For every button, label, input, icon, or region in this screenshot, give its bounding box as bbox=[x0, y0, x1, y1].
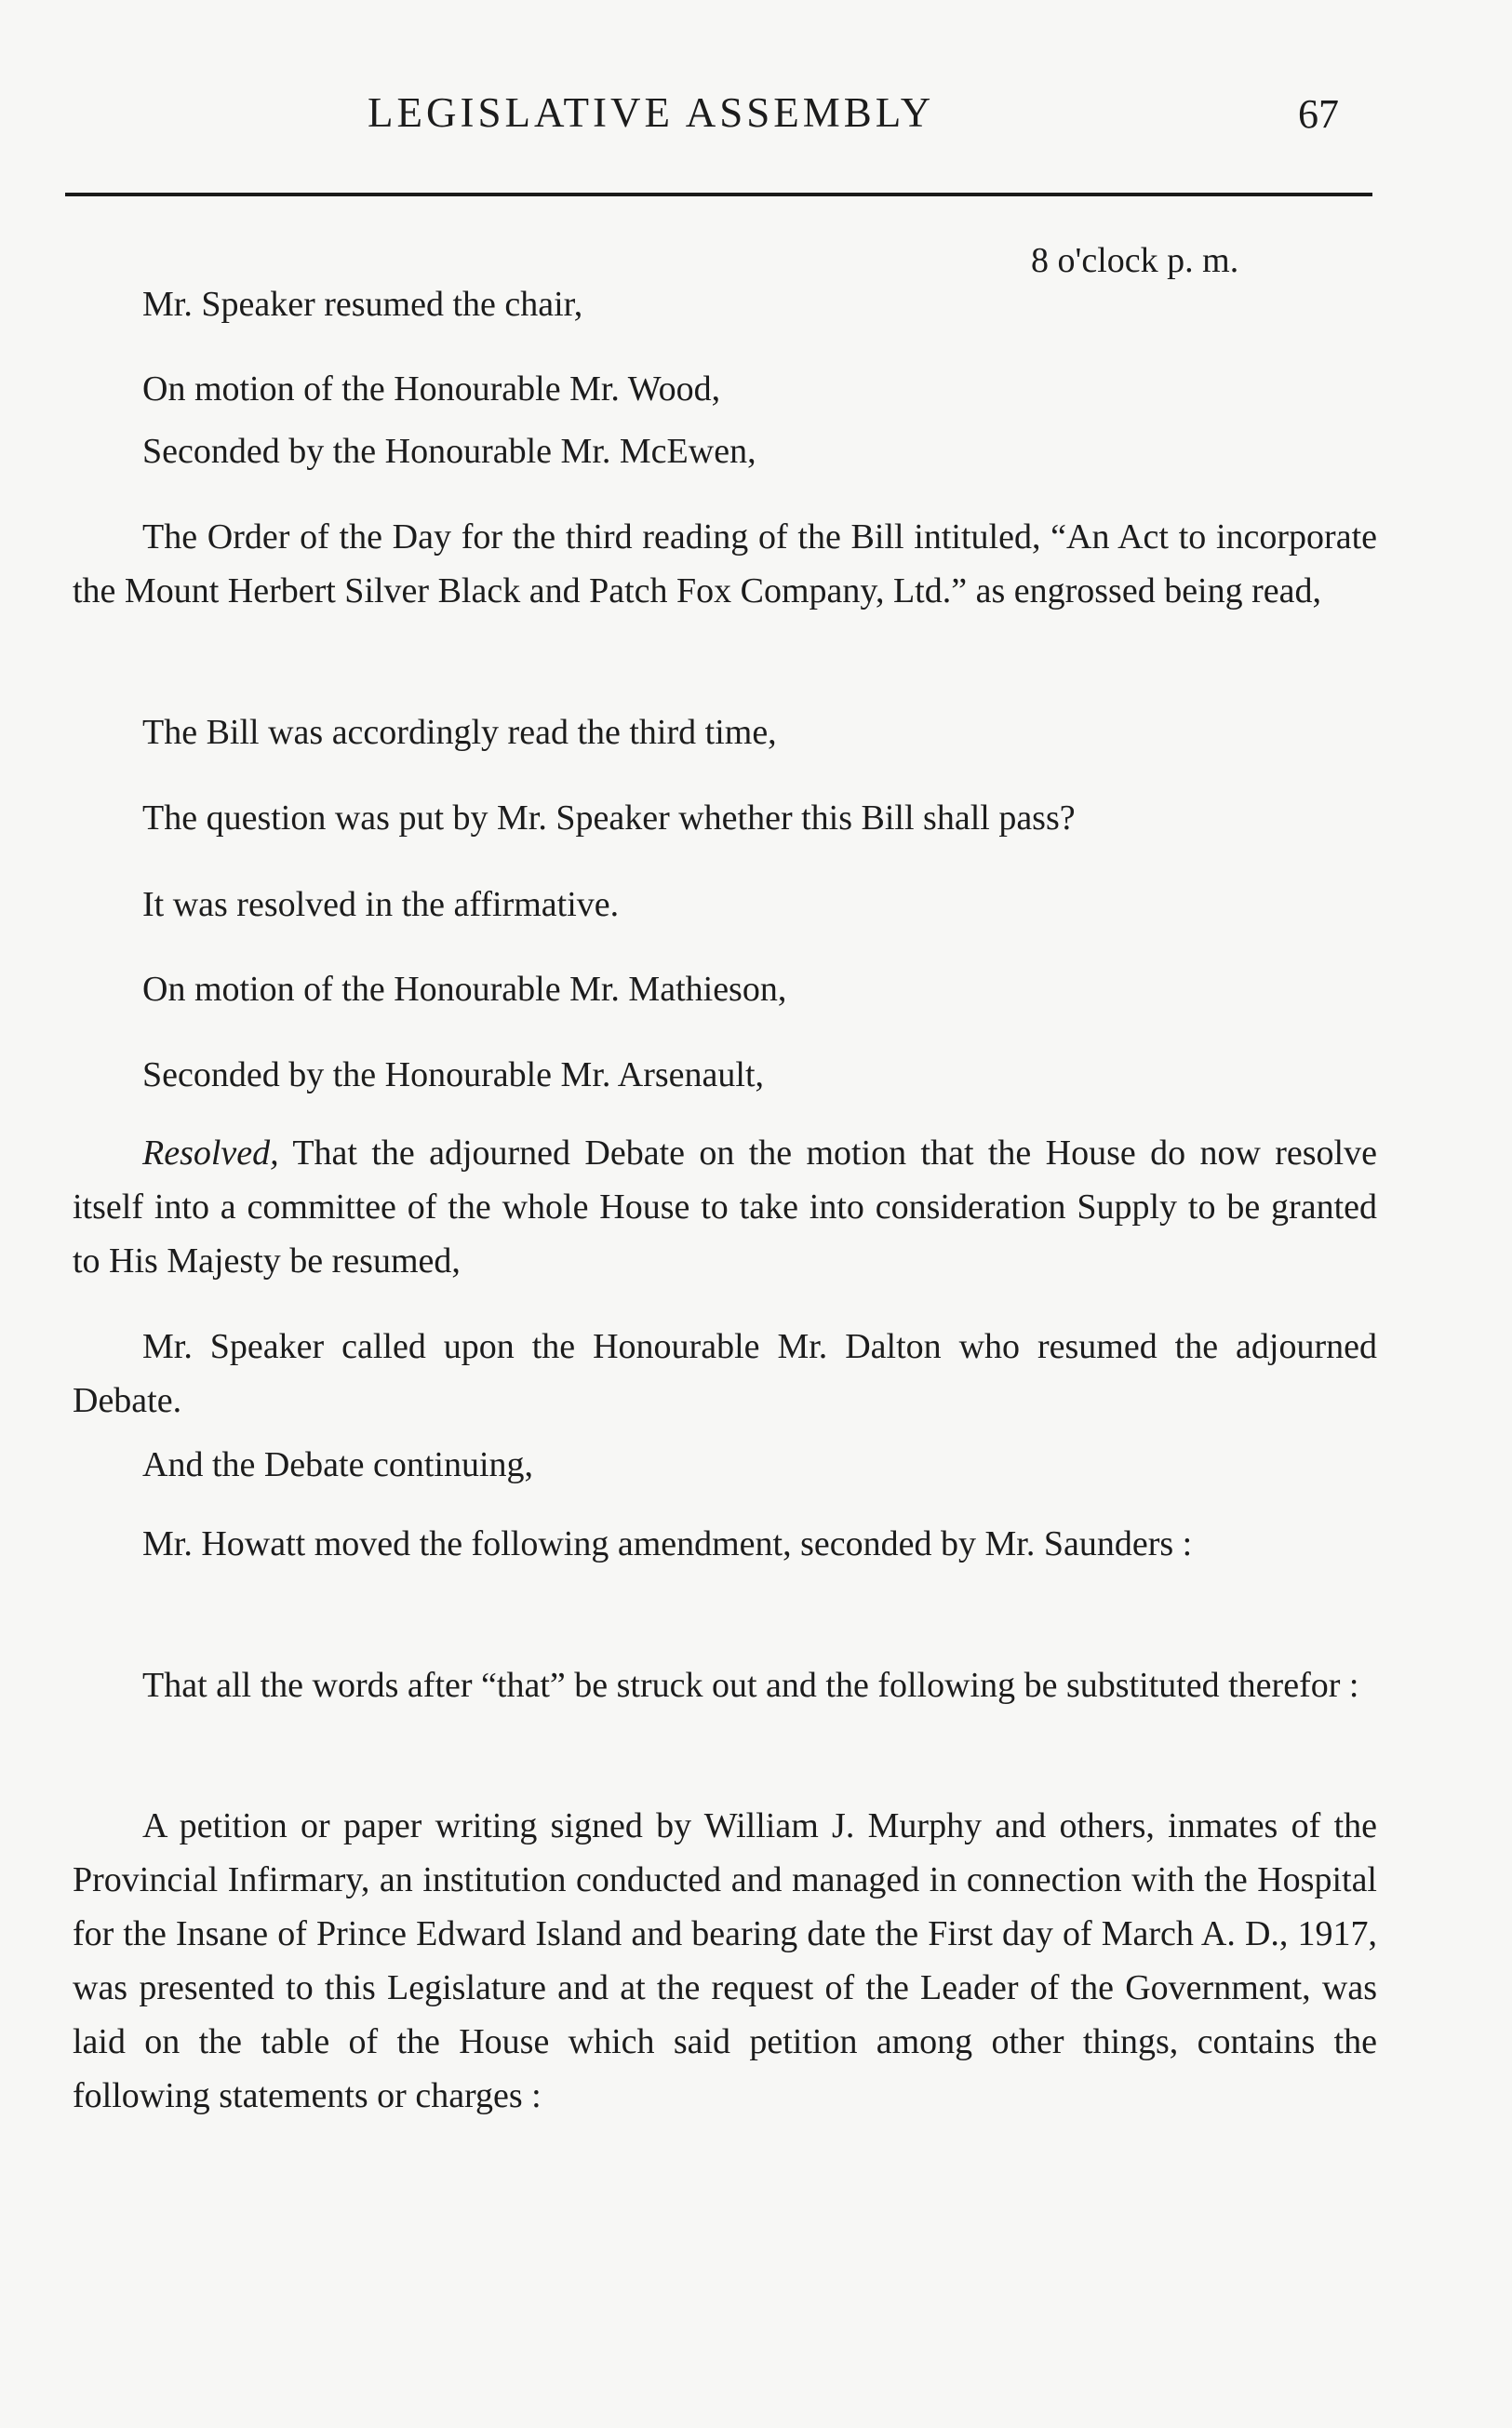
paragraph: On motion of the Honourable Mr. Mathieson, bbox=[142, 970, 787, 1009]
resolved-label: Resolved, bbox=[142, 1134, 279, 1173]
paragraph: On motion of the Honourable Mr. Wood, bbox=[142, 369, 721, 409]
paragraph: The Order of the Day for the third reading of the Bill intituled, “An Act to incorporate the Mount Herbert Silver Black and Patch Fox Company, Ltd.” as engrossed being read, bbox=[73, 517, 1377, 610]
page-number: 67 bbox=[1298, 91, 1339, 137]
paragraph: Seconded by the Honourable Mr. McEwen, bbox=[142, 432, 756, 471]
paragraph: The question was put by Mr. Speaker whether this Bill shall pass? bbox=[142, 798, 1076, 838]
paragraph: Mr. Speaker called upon the Honourable Mr. Dalton who resumed the adjourned Debate. bbox=[73, 1327, 1377, 1420]
running-head: LEGISLATIVE ASSEMBLY bbox=[368, 89, 935, 136]
paragraph: Seconded by the Honourable Mr. Arsenault, bbox=[142, 1055, 765, 1094]
resolved-text: That the adjourned Debate on the motion that the House do now resolve itself into a committee of the whole House to take into consideration Supply to be granted to His Majesty be resumed, bbox=[73, 1134, 1377, 1281]
paragraph: The Bill was accordingly read the third time, bbox=[142, 713, 777, 752]
resolved-paragraph bbox=[73, 1126, 1377, 1288]
paragraph: It was resolved in the affirmative. bbox=[142, 885, 620, 924]
paragraph: Mr. Speaker resumed the chair, bbox=[142, 285, 583, 324]
header-rule bbox=[65, 193, 1372, 196]
time-note: 8 o'clock p. m. bbox=[1031, 241, 1239, 280]
paragraph: Mr. Howatt moved the following amendment, seconded by Mr. Saunders : bbox=[142, 1524, 1193, 1563]
paragraph: And the Debate continuing, bbox=[142, 1445, 534, 1484]
paragraph: A petition or paper writing signed by William J. Murphy and others, inmates of the Provincial Infirmary, an institution conducted and managed in connection with the Hospital for the Insane of Prince Edward Island and bearing date the First day of March A. D., 1917, was presented to this Legislature and at the request of the Leader of the Government, was laid on the table of the House which said petition among other things, contains the following statements or charges : bbox=[73, 1806, 1377, 2115]
paragraph: That all the words after “that” be struck out and the following be substituted therefor : bbox=[142, 1666, 1359, 1705]
